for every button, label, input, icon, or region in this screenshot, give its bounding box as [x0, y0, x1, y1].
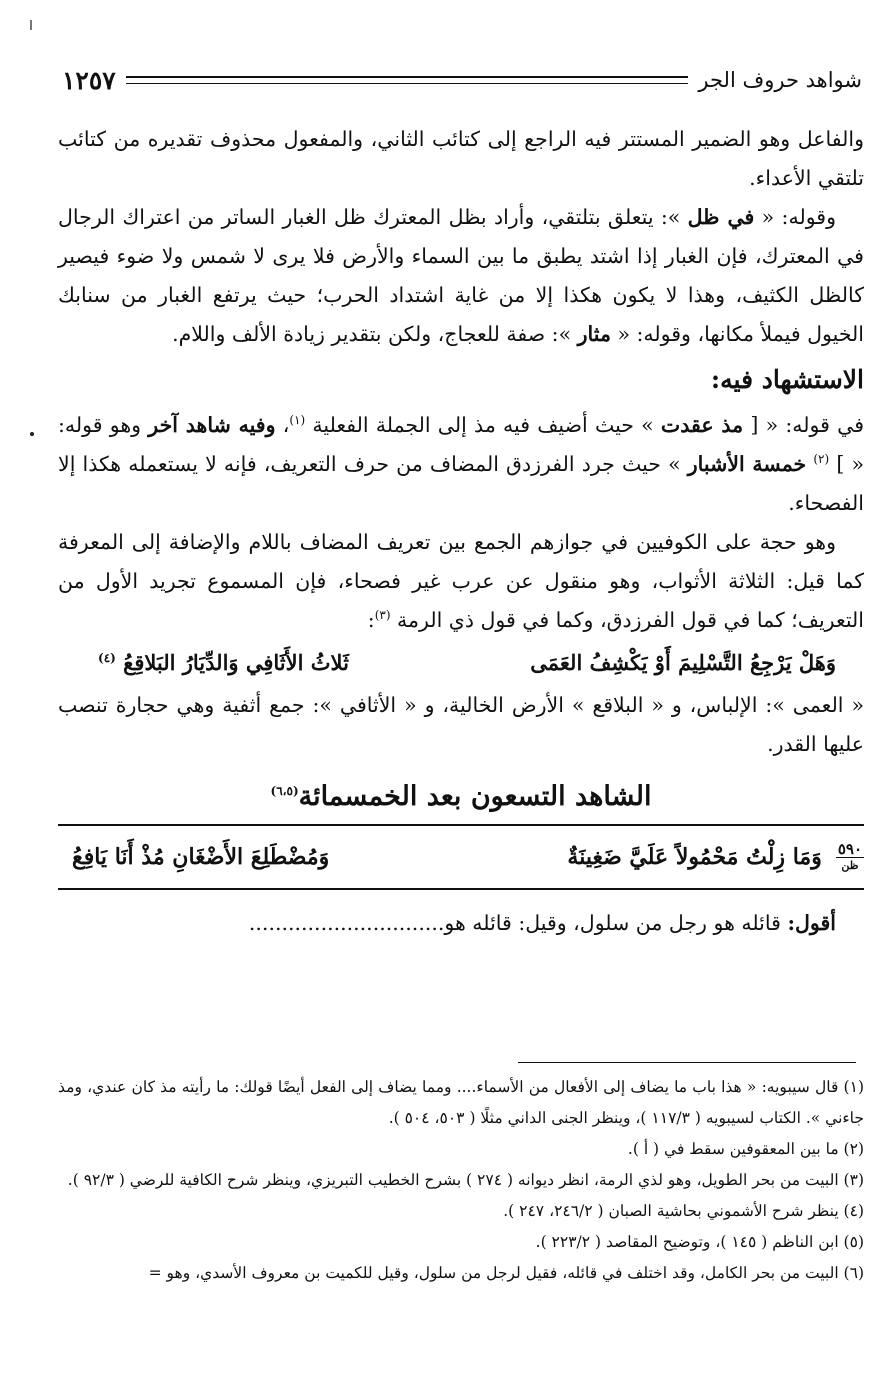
emphasis: وفيه شاهد آخر [148, 413, 276, 437]
paragraph [58, 198, 864, 354]
text-run: وقوله: « [754, 205, 836, 229]
scan-dot [30, 432, 34, 436]
witness-right [567, 838, 864, 877]
quoted-term: مثار [577, 322, 611, 346]
verse-line [58, 640, 864, 686]
footnote: (٢) ما بين المعقوفين سقط في ( أ ). [627, 1140, 864, 1158]
witness-number [836, 841, 864, 874]
scan-mark [30, 20, 32, 30]
header-rule [126, 76, 689, 84]
text-run: قائله هو رجل من سلول، وقيل: قائله هو.............................. [248, 911, 788, 935]
text-run: وهو قوله: « ] [58, 413, 864, 476]
text-run: في قوله: « [ [743, 413, 865, 437]
footnote-rule [518, 1062, 856, 1063]
footnote-ref: (٣) [374, 608, 391, 623]
page-header [62, 60, 862, 100]
text-run: ثَلاثُ الأَثَافِي وَالدِّيَارُ البَلاقِعُ [123, 650, 349, 675]
witness-first-hemistich: وَمَا زِلْتُ مَحْمُولاً عَلَيَّ ضَغِينَةٌ [567, 843, 822, 870]
witness-verse-box [58, 824, 864, 890]
quoted-term: خمسة الأشبار [687, 452, 807, 476]
witness-second-hemistich: وَمُضْطَلِعَ الأَضْغَانِ مُذْ أَنَا يَافِعُ [72, 843, 330, 870]
footnote: (٤) ينظر شرح الأشموني بحاشية الصبان ( ٢٤٦/٢، ٢٤٧ ). [503, 1202, 864, 1220]
section-heading: الاستشهاد فيه: [710, 365, 864, 394]
text-run: » حيث أضيف فيه مذ إلى الجملة الفعلية [305, 413, 661, 437]
paragraph: والفاعل وهو الضمير المستتر فيه الراجع إلى كتائب الثاني، والمفعول محذوف تقديره من كتائب تلتقي الأعداء. [58, 127, 864, 190]
footnote-ref: (٦،٥) [270, 784, 299, 798]
text-run: »: يتعلق بتلتقي، وأراد بظل المعترك ظل الغبار الساتر من اعتراك الرجال في المعترك، فإن الغبار إذا اشتد يطبق ما بين السماء والأرض فلا يرى لا شمس ولا ضوء فيصير كالظل الكثيف، وهذا لا يكون هكذا إلا من غاية اشتداد الحرب؛ حيث يرتفع الغبار من سنابك الخيول فيملأ مكانها، وقوله: « [58, 205, 864, 346]
main-text [58, 120, 864, 943]
verse-first-hemistich: وَهَلْ يَرْجِعُ التَّسْلِيمَ أَوْ يَكْشِفُ العَمَى [530, 650, 836, 675]
page-number: ١٢٥٧ [62, 65, 116, 95]
footnote: (٣) البيت من بحر الطويل، وهو لذي الرمة، انظر ديوانه ( ٢٧٤ ) بشرح الخطيب التبريزي، وينظر شرح الكافية للرضي ( ٩٢/٣ ). [67, 1171, 864, 1189]
gloss-paragraph: « العمى »: الإلباس، و « البلاقع » الأرض الخالية، و « الأثافي »: جمع أثفية وهي حجارة تنصب عليها القدر. [58, 693, 864, 756]
text-run: ، [275, 413, 290, 437]
footnote: (١) قال سيبويه: « هذا باب ما يضاف إلى الأفعال من الأسماء.... ومما يضاف إلى الفعل أيضًا قولك: ما رأيته مذ كان عندي، ومذ جاءني ». الكتاب لسيبويه ( ١١٧/٣ )، وينظر الجنى الداني مثلًا ( ٥٠٣، ٥٠٤ ). [58, 1078, 864, 1127]
quoted-term: في ظل [687, 205, 755, 229]
text-run: الشاهد التسعون بعد الخمسمائة [298, 781, 652, 812]
running-title: شواهد حروف الجر [698, 68, 862, 92]
footnote: (٦) البيت من بحر الكامل، وقد اختلف في قائله، فقيل لرجل من سلول، وقيل للكميت بن معروف الأسدي، وهو = [148, 1264, 864, 1282]
quoted-term: مذ عقدت [660, 413, 744, 437]
shahid-title [58, 774, 864, 820]
aqwal-label: أقول: [787, 911, 836, 935]
paragraph [58, 904, 864, 943]
text-run: : [367, 608, 375, 632]
paragraph [58, 406, 864, 523]
verse-second-hemistich [98, 640, 349, 686]
text-run: » حيث جرد الفرزدق المضاف من حرف التعريف، فإنه لا يستعمله هكذا إلا الفصحاء. [58, 452, 864, 515]
paragraph [58, 523, 864, 640]
text-run: وهو حجة على الكوفيين في جوازهم الجمع بين تعريف المضاف باللام والإضافة إلى المعرفة كما قيل: الثلاثة الأثواب، وهو منقول عن عرب غير فصحاء، فإن المسموع تجريد الأول من التعريف؛ كما في قول الفرزدق، وكما في قول ذي الرمة [58, 530, 864, 632]
witness-number-tag: ظن [841, 858, 859, 872]
footnote-ref: (٢) [813, 452, 830, 467]
footnote-ref: (٤) [98, 651, 116, 665]
footnote-ref: (١) [289, 413, 306, 428]
witness-number-value: ٥٩٠ [837, 839, 862, 858]
footnote: (٥) ابن الناظم ( ١٤٥ )، وتوضيح المقاصد ( ٢٢٣/٢ ). [535, 1233, 864, 1251]
text-run: »: صفة للعجاج، ولكن بتقدير زيادة الألف واللام. [172, 322, 578, 346]
footnotes [58, 1072, 864, 1289]
